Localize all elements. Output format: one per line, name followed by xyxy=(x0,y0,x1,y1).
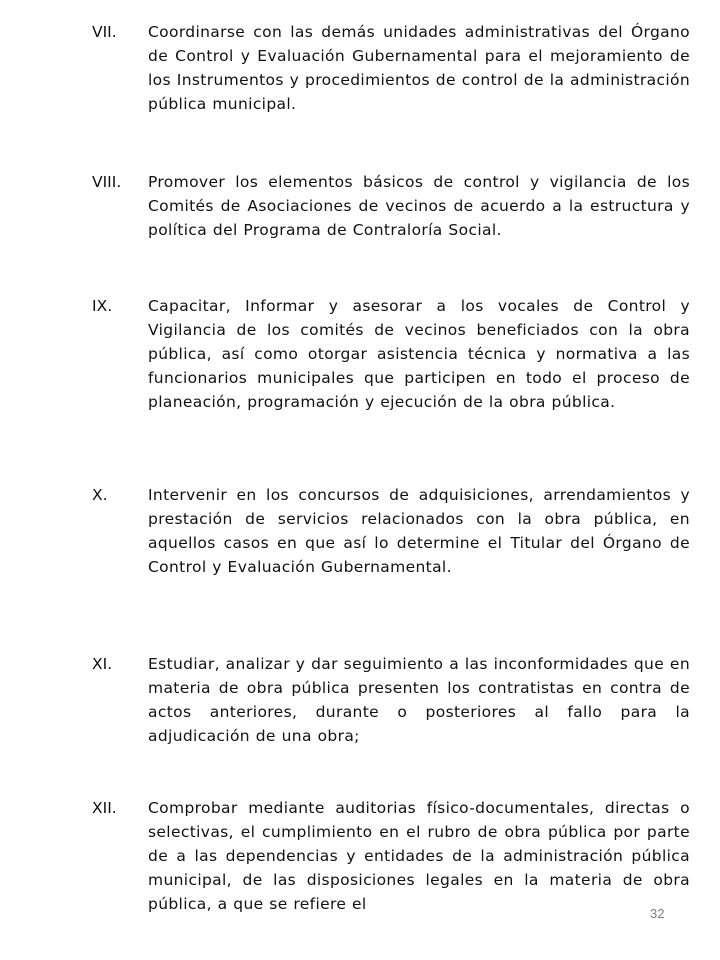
item-number: XI. xyxy=(92,655,113,673)
item-text: Promover los elementos básicos de control y vigilancia de los Comités de Asociaciones de vecinos de acuerdo a la estructura y política del Programa de Contraloría Social. xyxy=(148,173,690,239)
item-number: VIII. xyxy=(92,173,122,191)
item-number: XII. xyxy=(92,799,117,817)
item-text: Capacitar, Informar y asesorar a los vocales de Control y Vigilancia de los comités de vecinos beneficiados con la obra pública, así como otorgar asistencia técnica y normativa a las funcionarios municipales que participen en todo el proceso de planeación, programación y ejecución de la obra pública. xyxy=(148,297,690,411)
page-number: 32 xyxy=(650,906,665,921)
item-text: Comprobar mediante auditorias físico-documentales, directas o selectivas, el cumplimiento en el rubro de obra pública por parte de a las dependencias y entidades de la administración pública municipal, de las disposiciones legales en la materia de obra pública, a que se refiere el xyxy=(148,799,690,913)
item-text: Intervenir en los concursos de adquisiciones, arrendamientos y prestación de servicios relacionados con la obra pública, en aquellos casos en que así lo determine el Titular del Órgano de Control y Evaluación Gubernamental. xyxy=(148,486,690,576)
item-text: Coordinarse con las demás unidades administrativas del Órgano de Control y Evaluación Gubernamental para el mejoramiento de los Instrumentos y procedimientos de control de la administración pública municipal. xyxy=(148,23,690,113)
item-text: Estudiar, analizar y dar seguimiento a las inconformidades que en materia de obra pública presenten los contratistas en contra de actos anteriores, durante o posteriores al fallo para la adjudicación de una obra; xyxy=(148,655,690,745)
item-number: VII. xyxy=(92,23,117,41)
item-number: X. xyxy=(92,486,108,504)
item-number: IX. xyxy=(92,297,113,315)
